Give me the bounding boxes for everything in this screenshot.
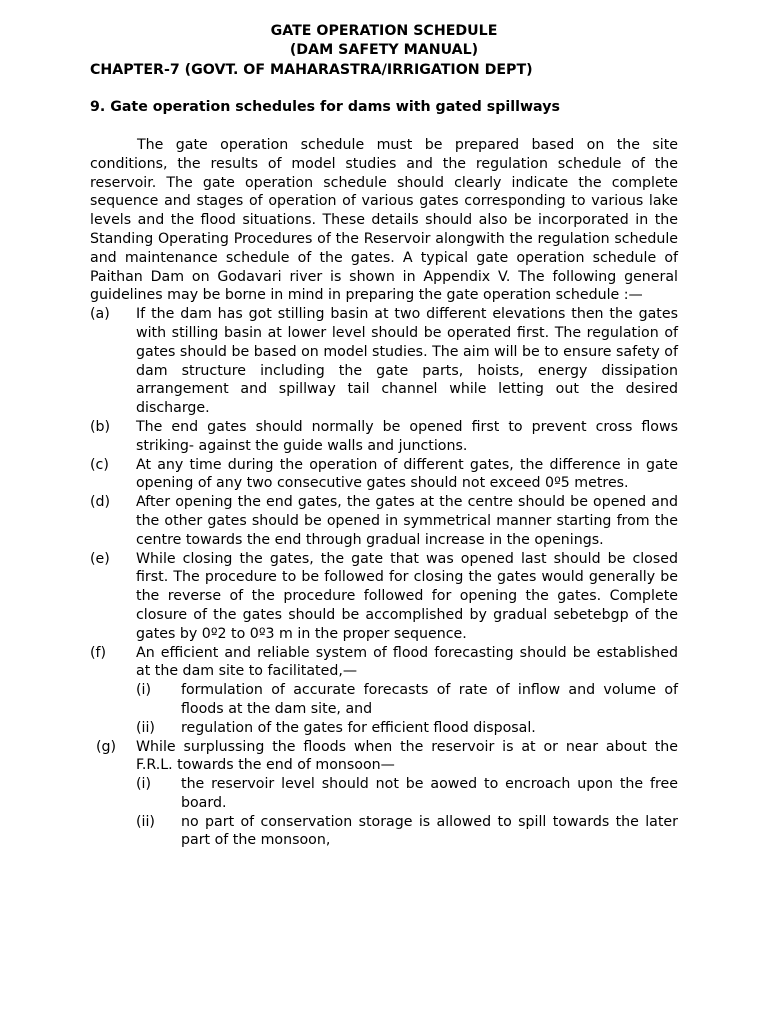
sub-item-g-i	[136, 775, 678, 813]
item-marker: (f)	[90, 644, 107, 661]
item-marker: (d)	[90, 494, 111, 511]
guideline-item-b	[90, 418, 678, 456]
guideline-item-f	[90, 644, 678, 682]
sub-item-marker: (ii)	[136, 719, 155, 736]
item-text: After opening the end gates, the gates at the centre should be opened and the other gates should be opened in symmetrical manner starting from the centre towards the end through gradual increase in the openings.	[136, 494, 678, 548]
intro-paragraph: The gate operation schedule must be prepared based on the site conditions, the results of model studies and the regulation schedule of the reservoir. The gate operation schedule should clearly indicate the complete sequence and stages of operation of various gates corresponding to various lake levels and the flood situations. These details should also be incorporated in the Standing Operating Procedures of the Reservoir alongwith the regulation schedule and maintenance schedule of the gates. A typical gate operation schedule of Paithan Dam on Godavari river is shown in Appendix V. The following general guidelines may be borne in mind in preparing the gate operation schedule :—	[90, 137, 678, 304]
item-marker: (e)	[90, 550, 110, 567]
item-text: While closing the gates, the gate that was opened last should be closed first. The procedure to be followed for closing the gates would generally be the reverse of the procedure followed for opening the gates. Complete closure of the gates should be accomplished by gradual sebetebgp of the gates by 0º2 to 0º3 m in the proper sequence.	[136, 550, 678, 642]
sub-item-f-i	[136, 681, 678, 719]
sub-item-text: formulation of accurate forecasts of rate of inflow and volume of floods at the dam site, and	[181, 682, 678, 717]
sub-item-g-ii	[136, 813, 678, 851]
guideline-item-e	[90, 550, 678, 644]
document-subtitle: (DAM SAFETY MANUAL)	[289, 42, 479, 58]
item-marker: (g)	[96, 738, 117, 755]
sub-item-f-ii	[136, 719, 678, 738]
document-body	[90, 136, 678, 850]
sub-item-text: regulation of the gates for efficient flood disposal.	[181, 719, 536, 736]
item-text: An efficient and reliable system of flood forecasting should be established at the dam site to facilitated,—	[136, 644, 678, 680]
guideline-item-g	[90, 738, 678, 776]
sub-item-text: no part of conservation storage is allowed to spill towards the later part of the monsoon,	[181, 813, 678, 849]
sub-item-marker: (i)	[136, 776, 152, 793]
sub-item-marker: (ii)	[136, 813, 155, 830]
item-text: If the dam has got stilling basin at two different elevations then the gates with stilling basin at lower level should be operated first. The regulation of gates should be based on model studies. The aim will be to ensure safety of dam structure including the gate parts, hoists, energy dissipation arrangement and spillway tail channel while letting out the desired discharge.	[136, 306, 678, 417]
item-text: The end gates should normally be opened first to prevent cross flows striking- against the guide walls and junctions.	[136, 418, 678, 454]
guideline-item-d	[90, 493, 678, 549]
section-heading: 9. Gate operation schedules for dams with gated spillways	[90, 99, 560, 115]
sub-item-marker: (i)	[136, 682, 152, 699]
item-marker: (b)	[90, 418, 111, 435]
document-title: GATE OPERATION SCHEDULE	[270, 23, 498, 39]
sub-item-text: the reservoir level should not be aowed to encroach upon the free board.	[181, 776, 678, 811]
chapter-heading: CHAPTER-7 (GOVT. OF MAHARASTRA/IRRIGATION DEPT)	[90, 62, 533, 78]
item-marker: (a)	[90, 306, 110, 323]
guideline-item-c	[90, 456, 678, 494]
item-text: While surplussing the floods when the reservoir is at or near about the F.R.L. towards the end of monsoon—	[136, 738, 678, 774]
guideline-item-a	[90, 305, 678, 418]
item-marker: (c)	[90, 456, 109, 473]
item-text: At any time during the operation of different gates, the difference in gate opening of any two consecutive gates should not exceed 0º5 metres.	[136, 456, 678, 492]
